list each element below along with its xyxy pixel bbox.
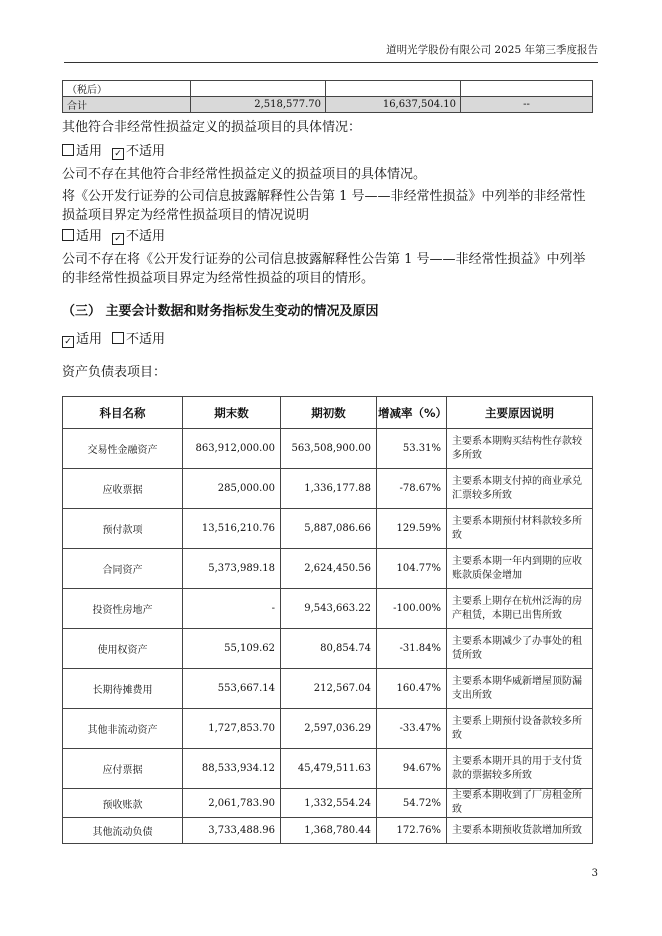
checkbox-row-3: ✓ 适用 不适用 bbox=[62, 330, 593, 349]
end-value: - bbox=[183, 589, 281, 629]
total-note: -- bbox=[461, 97, 593, 113]
reason: 主要系本期减少了办事处的租赁所致 bbox=[447, 629, 593, 669]
checkbox-row-2: 适用 ✓ 不适用 bbox=[62, 227, 593, 246]
reason: 主要系本期一年内到期的应收账款质保金增加 bbox=[447, 549, 593, 589]
change-rate: -33.47% bbox=[377, 709, 447, 749]
change-rate: 160.47% bbox=[377, 669, 447, 709]
total-ytd: 16,637,504.10 bbox=[326, 97, 461, 113]
table-row bbox=[63, 469, 593, 509]
reason: 主要系上期存在杭州泛海的房产租赁，本期已出售所致 bbox=[447, 589, 593, 629]
item-name: 投资性房地产 bbox=[63, 589, 183, 629]
checked-box-icon: ✓ bbox=[112, 148, 124, 160]
item-name: 其他流动负债 bbox=[63, 818, 183, 844]
change-rate: -78.67% bbox=[377, 469, 447, 509]
begin-value: 563,508,900.00 bbox=[281, 429, 377, 469]
balance-sheet-table bbox=[62, 396, 593, 844]
begin-value: 45,479,511.63 bbox=[281, 749, 377, 789]
table-row-total bbox=[63, 97, 593, 113]
change-rate: 53.31% bbox=[377, 429, 447, 469]
change-rate: -100.00% bbox=[377, 589, 447, 629]
col-header-name: 科目名称 bbox=[63, 397, 183, 429]
section-title: （三） 主要会计数据和财务指标发生变动的情况及原因 bbox=[62, 304, 379, 319]
end-value: 13,516,210.76 bbox=[183, 509, 281, 549]
item-name: 使用权资产 bbox=[63, 629, 183, 669]
col-header-end: 期末数 bbox=[183, 397, 281, 429]
col-header-change: 增减率（%） bbox=[377, 397, 447, 429]
begin-value: 80,854.74 bbox=[281, 629, 377, 669]
reclass-title: 将《公开发行证券的公司信息披露解释性公告第 1 号——非经常性损益》中列举的非经常性损益项目界定为经常性损益项目的情况说明 bbox=[62, 189, 586, 223]
total-current: 2,518,577.70 bbox=[191, 97, 326, 113]
item-name: 应付票据 bbox=[63, 749, 183, 789]
item-name: 应收票据 bbox=[63, 469, 183, 509]
end-value: 2,061,783.90 bbox=[183, 789, 281, 818]
reason: 主要系上期预付设备款较多所致 bbox=[447, 709, 593, 749]
reclass-text: 公司不存在将《公开发行证券的公司信息披露解释性公告第 1 号——非经常性损益》中列举的非经常性损益项目界定为经常性损益的项目的情形。 bbox=[62, 252, 586, 286]
table-row bbox=[63, 81, 593, 97]
reason: 主要系本期收到了厂房租金所致 bbox=[447, 789, 593, 818]
reason: 主要系本期开具的用于支付货款的票据较多所致 bbox=[447, 749, 593, 789]
end-value: 553,667.14 bbox=[183, 669, 281, 709]
page-header bbox=[64, 42, 598, 63]
change-rate: 94.67% bbox=[377, 749, 447, 789]
begin-value: 1,336,177.88 bbox=[281, 469, 377, 509]
other-items-title: 其他符合非经常性损益定义的损益项目的具体情况： bbox=[62, 120, 362, 135]
end-value: 5,373,989.18 bbox=[183, 549, 281, 589]
unchecked-box-icon bbox=[62, 144, 74, 156]
item-name: 其他非流动资产 bbox=[63, 709, 183, 749]
checkbox-row-1: 适用 ✓ 不适用 bbox=[62, 142, 593, 161]
change-rate: 172.76% bbox=[377, 818, 447, 844]
table-row bbox=[63, 629, 593, 669]
end-value: 863,912,000.00 bbox=[183, 429, 281, 469]
item-name: 合同资产 bbox=[63, 549, 183, 589]
begin-value: 5,887,086.66 bbox=[281, 509, 377, 549]
row-label: （税后） bbox=[63, 81, 191, 97]
end-value: 1,727,853.70 bbox=[183, 709, 281, 749]
table-row bbox=[63, 509, 593, 549]
change-rate: 104.77% bbox=[377, 549, 447, 589]
checked-box-icon: ✓ bbox=[62, 336, 74, 348]
begin-value: 9,543,663.22 bbox=[281, 589, 377, 629]
table-row bbox=[63, 429, 593, 469]
col-header-begin: 期初数 bbox=[281, 397, 377, 429]
item-name: 长期待摊费用 bbox=[63, 669, 183, 709]
table-row bbox=[63, 589, 593, 629]
other-items-text: 公司不存在其他符合非经常性损益定义的损益项目的具体情况。 bbox=[62, 167, 427, 182]
table-row bbox=[63, 789, 593, 818]
item-name: 预收账款 bbox=[63, 789, 183, 818]
change-rate: 129.59% bbox=[377, 509, 447, 549]
table-row bbox=[63, 749, 593, 789]
reason: 主要系本期支付掉的商业承兑汇票较多所致 bbox=[447, 469, 593, 509]
end-value: 285,000.00 bbox=[183, 469, 281, 509]
end-value: 55,109.62 bbox=[183, 629, 281, 669]
table-row bbox=[63, 818, 593, 844]
balance-sheet-title: 资产负债表项目： bbox=[62, 365, 167, 380]
table-header-row bbox=[63, 397, 593, 429]
table-row bbox=[63, 709, 593, 749]
change-rate: -31.84% bbox=[377, 629, 447, 669]
reason: 主要系本期华威新增屋顶防漏支出所致 bbox=[447, 669, 593, 709]
begin-value: 2,597,036.29 bbox=[281, 709, 377, 749]
begin-value: 1,332,554.24 bbox=[281, 789, 377, 818]
begin-value: 2,624,450.56 bbox=[281, 549, 377, 589]
change-rate: 54.72% bbox=[377, 789, 447, 818]
end-value: 3,733,488.96 bbox=[183, 818, 281, 844]
page-number: 3 bbox=[591, 868, 598, 879]
reason: 主要系本期预收货款增加所致 bbox=[447, 818, 593, 844]
item-name: 交易性金融资产 bbox=[63, 429, 183, 469]
report-title: 道明光学股份有限公司 2025 年第三季度报告 bbox=[386, 44, 598, 56]
checked-box-icon: ✓ bbox=[112, 233, 124, 245]
item-name: 预付款项 bbox=[63, 509, 183, 549]
col-header-reason: 主要原因说明 bbox=[447, 397, 593, 429]
reason: 主要系本期购买结构性存款较多所致 bbox=[447, 429, 593, 469]
nonrecurring-summary-table bbox=[62, 80, 593, 113]
begin-value: 212,567.04 bbox=[281, 669, 377, 709]
table-row bbox=[63, 669, 593, 709]
total-label: 合计 bbox=[63, 97, 191, 113]
reason: 主要系本期预付材料款较多所致 bbox=[447, 509, 593, 549]
table-row bbox=[63, 549, 593, 589]
begin-value: 1,368,780.44 bbox=[281, 818, 377, 844]
unchecked-box-icon bbox=[112, 332, 124, 344]
unchecked-box-icon bbox=[62, 229, 74, 241]
end-value: 88,533,934.12 bbox=[183, 749, 281, 789]
